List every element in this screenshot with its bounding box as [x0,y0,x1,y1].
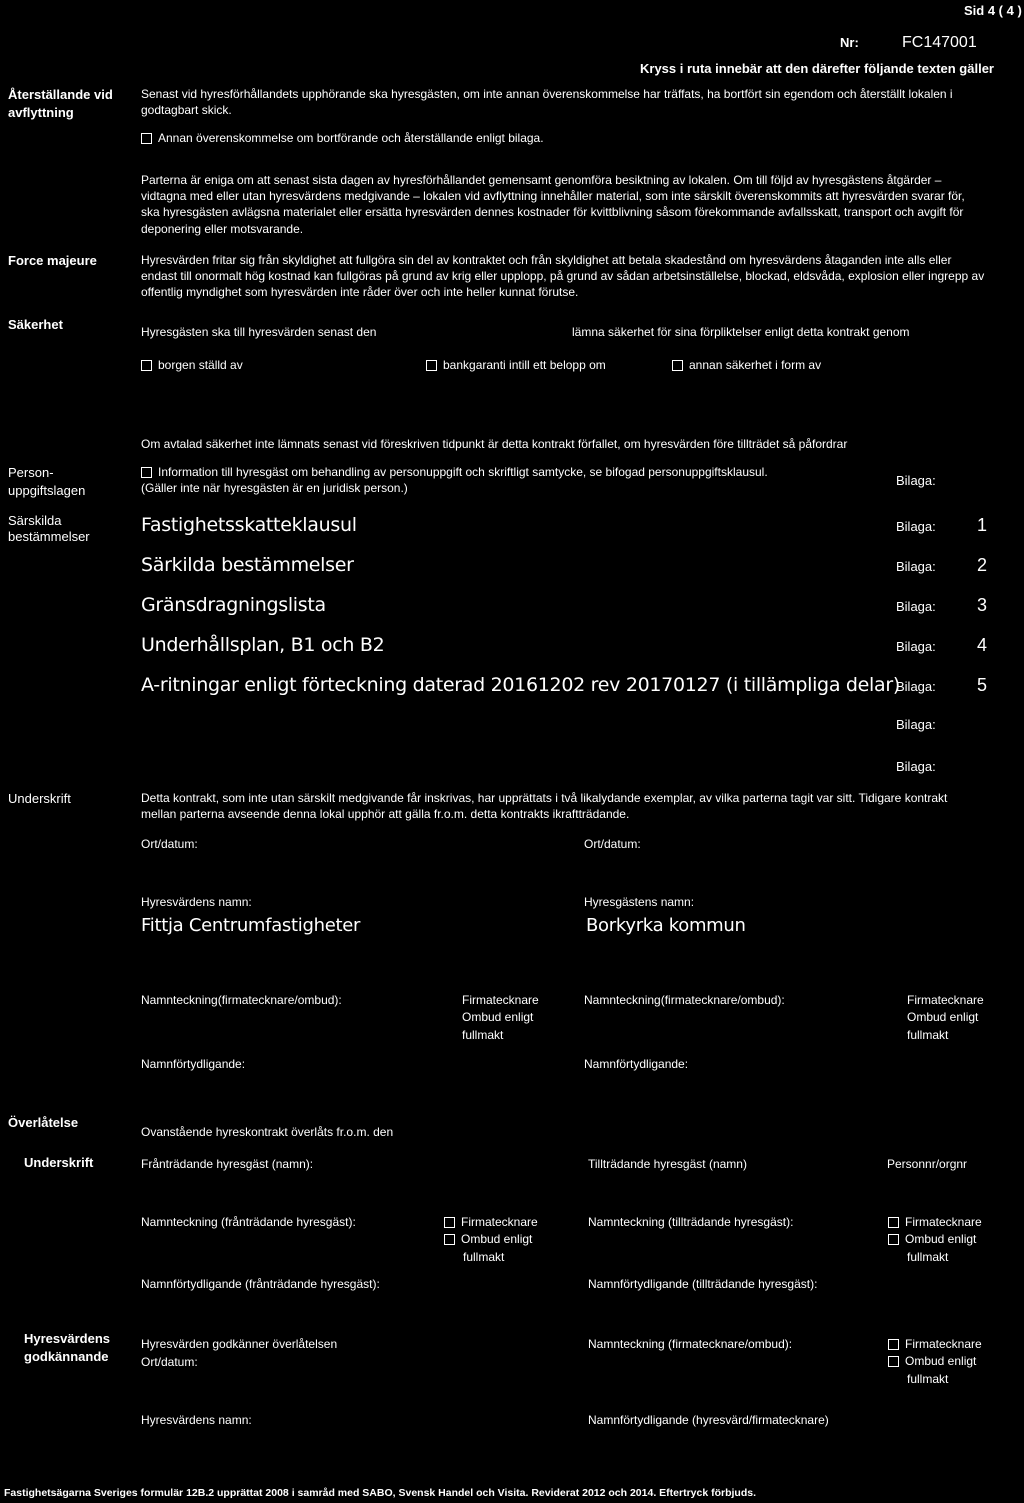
bilaga-label: Bilaga: [896,717,936,732]
bestammelse-item: Underhållsplan, B1 och B2 [141,634,385,656]
footer-text: Fastighetsägarna Sveriges formulär 12B.2 upprättat 2008 i samråd med SABO, Svensk Handel och Visita. Reviderat 2012 och 2014. Eftertryck förbjuds. [4,1487,757,1499]
namnteckning-tilltradande: Namnteckning (tillträdande hyresgäst): [588,1215,794,1229]
bilaga-number: 3 [977,595,988,615]
namnfortydligande-right: Namnförtydligande: [584,1057,689,1071]
kryss-note: Kryss i ruta innebär att den därefter följande texten gäller [640,61,994,76]
checkbox[interactable] [888,1356,899,1367]
firmatecknare-left [462,992,539,1044]
checkbox[interactable] [888,1217,899,1228]
firmatecknare-text: Firmatecknare [905,1215,982,1229]
godkannande-hyresvard-namn: Hyresvärdens namn: [141,1413,252,1427]
bilaga-label: Bilaga: [896,559,936,574]
godkannande-namnfortydligande: Namnförtydligande (hyresvärd/firmatecknare) [588,1413,829,1427]
ombud-text: Ombud enligt [905,1354,977,1369]
bilaga-number: 2 [977,555,988,575]
godkannande-text: Hyresvärden godkänner överlåtelsen [141,1337,338,1351]
firmatecknare-text: Firmatecknare [905,1337,982,1351]
pul-label-1: Person- [8,465,54,480]
firmatecknare-tilltradande [888,1214,982,1266]
namnfortydligande-left: Namnförtydligande: [141,1057,246,1071]
fullmakt-text: fullmakt [907,1371,949,1386]
personnr-label: Personnr/orgnr [887,1157,968,1171]
checkbox-label: bankgaranti intill ett belopp om [443,358,606,372]
sakerhet-text-a: Hyresgästen ska till hyresvärden senast den [141,325,377,339]
bestammelse-item: Fastighetsskatteklausul [141,514,357,536]
checkbox[interactable] [888,1339,899,1350]
sakerhet-note: Om avtalad säkerhet inte lämnats senast vid föreskriven tidpunkt är detta kontrakt förfallet, om hyresvärden före tillträdet så påfordrar [141,437,848,451]
checkbox[interactable] [444,1217,455,1228]
godkannande-namnteckning: Namnteckning (firmatecknare/ombud): [588,1337,793,1351]
firmatecknare-text: Firmatecknare [907,993,984,1007]
ombud-text: Ombud enligt [907,1010,979,1025]
bilaga-label: Bilaga: [896,519,936,534]
bilaga-label: Bilaga: [896,599,936,614]
checkbox[interactable] [141,360,152,371]
pul-option [141,464,781,496]
bilaga-label: Bilaga: [896,759,936,774]
bestammelse-item: Särkilda bestämmelser [141,554,354,576]
firmatecknare-godkannande [888,1336,982,1388]
namnfortydligande-tilltradande: Namnförtydligande (tillträdande hyresgäst): [588,1277,818,1291]
sarskilda-label-2: bestämmelser [8,529,90,544]
namnfortydligande-frantradande: Namnförtydligande (frånträdande hyresgäst): [141,1277,380,1291]
borgen-option [141,357,243,373]
firmatecknare-text: Firmatecknare [462,993,539,1007]
annan-overenskommelse-option [141,130,544,146]
checkbox-label: borgen ställd av [158,358,243,372]
bilaga-label: Bilaga: [896,639,936,654]
checkbox[interactable] [888,1234,899,1245]
fullmakt-text: fullmakt [463,1249,505,1264]
firmatecknare-text: Firmatecknare [461,1215,538,1229]
fullmakt-text: fullmakt [907,1027,949,1042]
bilaga-number: 5 [977,675,988,695]
tilltradande-label: Tillträdande hyresgäst (namn) [588,1157,747,1171]
bestammelse-item: A-ritningar enligt förteckning daterad 20161202 rev 20170127 (i tillämpliga delar) [141,674,900,696]
overlatelse-underskrift-label: Underskrift [24,1155,94,1170]
checkbox-label: annan säkerhet i form av [689,358,822,372]
namnteckning-label-left: Namnteckning(firmatecknare/ombud): [141,993,342,1007]
hyresvard-namn: Fittja Centrumfastigheter [141,915,361,936]
ort-datum-label-left: Ort/datum: [141,837,198,851]
godkannande-ort-datum: Ort/datum: [141,1355,198,1369]
overlatelse-text: Ovanstående hyreskontrakt överlåts fr.o.m. den [141,1125,394,1139]
nr-value: FC147001 [902,34,977,51]
firmatecknare-frantradande [444,1214,538,1266]
ombud-text: Ombud enligt [462,1010,534,1025]
ort-datum-label-right: Ort/datum: [584,837,641,851]
annan-sakerhet-option [672,357,821,373]
namnteckning-label-right: Namnteckning(firmatecknare/ombud): [584,993,785,1007]
sakerhet-label: Säkerhet [8,317,63,332]
sakerhet-text-b: lämna säkerhet för sina förpliktelser enligt detta kontrakt genom [572,325,910,339]
checkbox[interactable] [141,133,152,144]
bilaga-label: Bilaga: [896,473,936,488]
page-number: Sid 4 ( 4 ) [964,3,1022,18]
bankgaranti-option [426,357,606,373]
force-majeure-label: Force majeure [8,253,97,268]
bestammelse-item: Gränsdragningslista [141,594,326,616]
fullmakt-text: fullmakt [907,1249,949,1264]
godkannande-label-2: godkännande [24,1349,109,1364]
checkbox[interactable] [426,360,437,371]
frantradande-label: Frånträdande hyresgäst (namn): [141,1157,314,1171]
firmatecknare-right [907,992,984,1044]
checkbox-label: Annan överenskommelse om bortförande och återställande enligt bilaga. [158,131,544,145]
underskrift-label: Underskrift [8,791,71,806]
bilaga-number: 1 [977,515,988,535]
aterstallande-label: Återställande vid avflyttning [8,87,113,120]
aterstallande-text: Senast vid hyresförhållandets upphörande ska hyresgästen, om inte annan överenskommelse har träffats, ha bortfört sin egendom och återställt lokalen i godtagbart skick. [141,87,953,118]
godkannande-label-1: Hyresvärdens [24,1331,110,1346]
ombud-text: Ombud enligt [461,1232,533,1247]
nr-label: Nr: [840,35,859,50]
hyresgast-namn: Borkyrka kommun [586,915,746,936]
fullmakt-text: fullmakt [462,1027,504,1042]
pul-label-2: uppgiftslagen [8,483,86,498]
sarskilda-label-1: Särskilda [8,513,62,528]
hyresgast-namn-label: Hyresgästens namn: [584,895,695,909]
checkbox[interactable] [672,360,683,371]
namnteckning-frantradande: Namnteckning (frånträdande hyresgäst): [141,1215,356,1229]
checkbox[interactable] [141,467,152,478]
hyresvard-namn-label: Hyresvärdens namn: [141,895,252,909]
checkbox-label: Information till hyresgäst om behandling av personuppgift och skriftligt samtycke, se bifogad personuppgiftsklausul. (Gäller inte när hyresgästen är en juridisk person.) [141,465,768,496]
underskrift-text: Detta kontrakt, som inte utan särskilt medgivande får inskrivas, har upprättats i två likalydande exemplar, av vilka parterna tagit var sitt. Tidigare kontrakt mellan parterna avseende denna lokal upphör att gälla fr.o.m. detta kontrakts ikraftträdande. [141,791,948,822]
force-majeure-text: Hyresvärden fritar sig från skyldighet att fullgöra sin del av kontraktet och från skyldighet att betala skadestånd om hyresvärdens åtaganden inte alls eller endast till onormalt hög kostnad kan fullgöras på grund av krig eller upplopp, på grund av sådan arbetsinställelse, blockad, eldsvåda, explosion eller ingrepp av offentlig myndighet som hyresvärden inte råder över och inte heller kunnat förutse. [141,253,985,300]
bilaga-label: Bilaga: [896,679,936,694]
besiktning-text: Parterna är eniga om att senast sista dagen av hyresförhållandet gemensamt genomföra besiktning av lokalen. Om till följd av hyresgästens åtgärder – vidtagna med eller utan hyresvärdens medgivande – lokalen vid avflyttning innehåller material, som inte särskilt överenskommits att hyresvärden svarar för, ska hyresgästen avlägsna materialet eller ersätta hyresvärden dennes kostnader för kvittblivning såsom förekommande avfallsskatt, transport och avgift för deponering eller motsvarande. [141,173,965,236]
checkbox[interactable] [444,1234,455,1245]
bilaga-number: 4 [977,635,988,655]
ombud-text: Ombud enligt [905,1232,977,1247]
overlatelse-label: Överlåtelse [8,1115,79,1130]
